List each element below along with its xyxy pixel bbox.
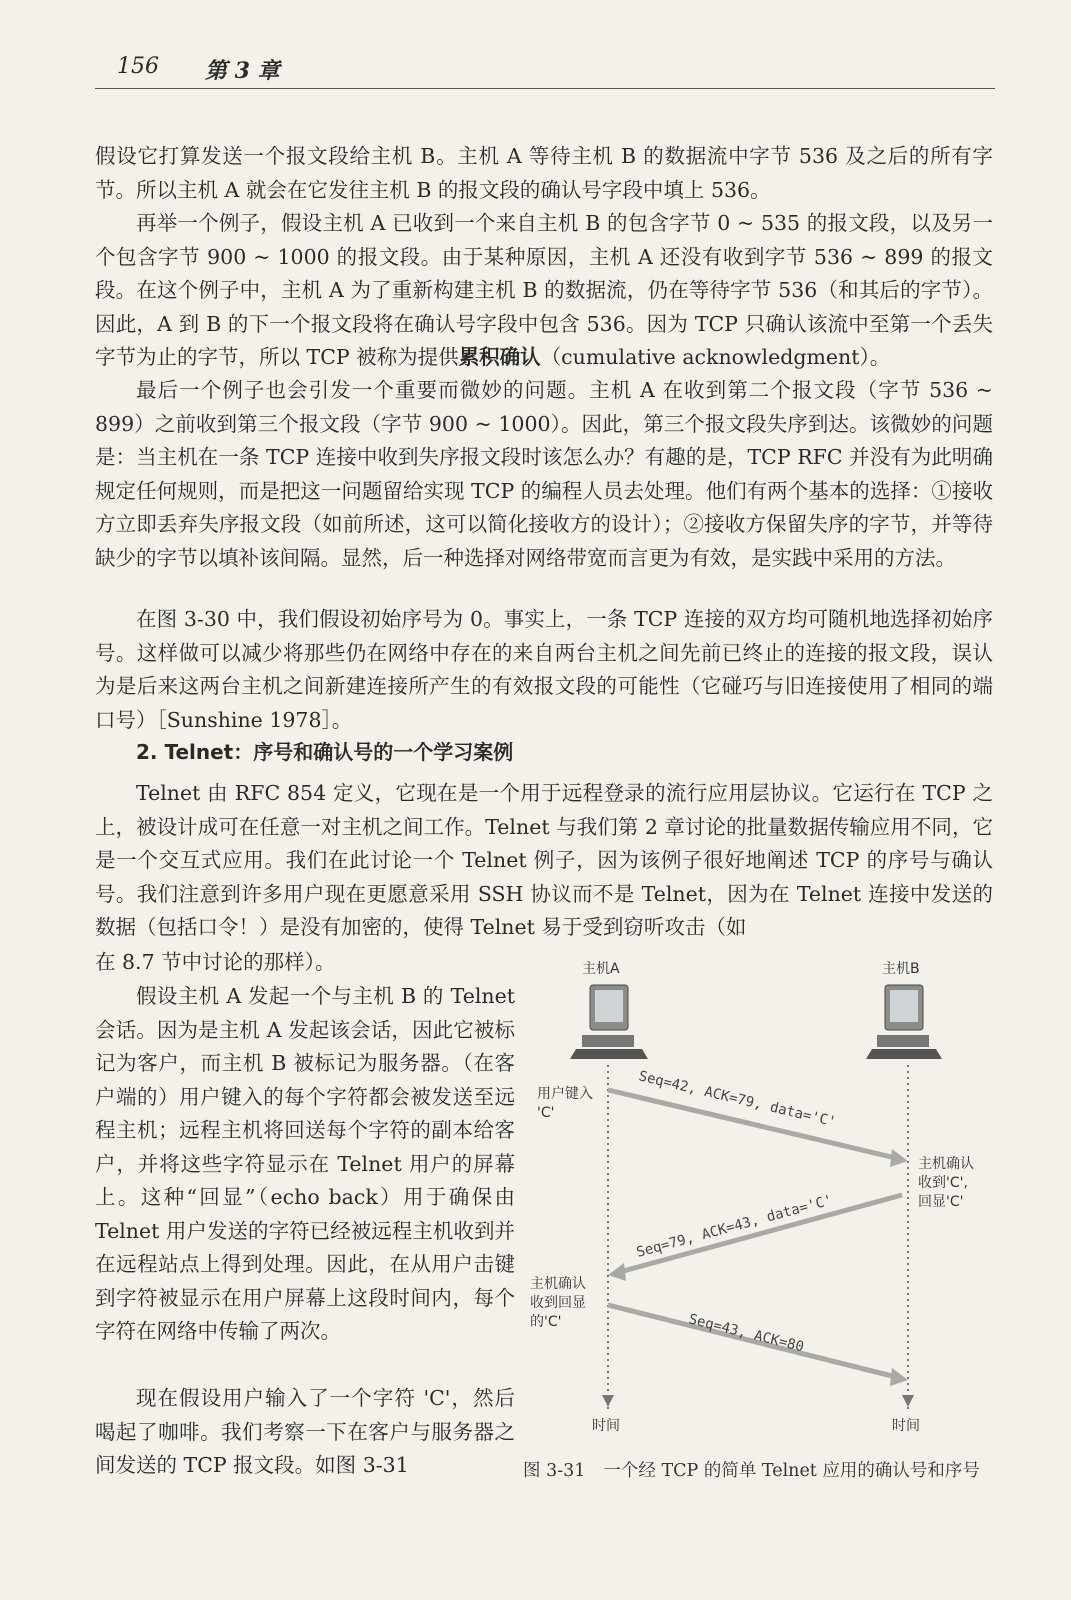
message-2-label: Seq=79, ACK=43, data='C' — [634, 1192, 835, 1261]
paragraph-1: 假设它打算发送一个报文段给主机 B。主机 A 等待主机 B 的数据流中字节 536 及之后的所有字节。所以主机 A 就会在它发往主机 B 的报文段的确认号字段中填上 536。 — [95, 144, 993, 202]
paragraph-5-end: 在 8.7 节中讨论的那样）。 — [95, 950, 336, 974]
host-a-note-line-3: 的'C' — [530, 1314, 562, 1330]
host-a-label: 主机A — [582, 961, 620, 977]
paragraph-6: 假设主机 A 发起一个与主机 B 的 Telnet 会话。因为是主机 A 发起该会话，因此它被标记为客户，而主机 B 被标记为服务器。（在客户端的）用户键入的每个字符都会被发送至远程主机；远程主机将回送每个字符的副本给客户，并将这些字符显示在 Telnet 用户的屏幕上。这种“回显”（echo back）用于确保由 Telnet 用户发送的字符已经被远程主机收到并在远程站点上得到处理。因此，在从用户击键到字符被显示在用户屏幕上这段时间内，每个字符在网络中传输了两次。 — [95, 984, 515, 1343]
message-1-label: Seq=42, ACK=79, data='C' — [637, 1068, 838, 1131]
message-1-arrowhead — [890, 1149, 908, 1167]
host-b-computer-icon — [866, 985, 942, 1059]
figure-number: 图 3-31 — [523, 1461, 586, 1481]
user-types-line-2: 'C' — [537, 1105, 555, 1121]
host-b-time-arrowhead — [902, 1395, 914, 1407]
host-b-note-line-1: 主机确认 — [918, 1156, 974, 1172]
paragraph-2-text: 再举一个例子，假设主机 A 已收到一个来自主机 B 的包含字节 0 ~ 535 的报文段，以及另一个包含字节 900 ~ 1000 的报文段。由于某种原因，主机 A 还没有收到字节 536 ~ 899 的报文段。在这个例子中，主机 A 为了重新构建主机 B 的数据流，仍在等待字节 536（和其后的字节）。因此，A 到 B 的下一个报文段将在确认号字段中包含 536。因为 TCP 只确认该流中至第一个丢失字节为止的字节，所以 TCP 被称为提供 — [95, 211, 993, 369]
host-a-computer-icon — [570, 985, 648, 1059]
paragraph-3: 最后一个例子也会引发一个重要而微妙的问题。主机 A 在收到第二个报文段（字节 536 ~ 899）之前收到第三个报文段（字节 900 ~ 1000）。因此，第三个报文段失序到达。该微妙的问题是：当主机在一条 TCP 连接中收到失序报文段时该怎么办？有趣的是，TCP RFC 并没有为此明确规定任何规则，而是把这一问题留给实现 TCP 的编程人员去处理。他们有两个基本的选择：①接收方立即丢弃失序报文段（如前所述，这可以简化接收方的设计）；②接收方保留失序的字节，并等待缺少的字节以填补该间隔。显然，后一种选择对网络带宽而言更为有效，是实践中采用的方法。 — [95, 378, 993, 570]
page-number: 156 — [117, 54, 159, 79]
chapter-label: 第 3 章 — [205, 58, 280, 84]
host-b-ack-note — [918, 1155, 974, 1212]
figure-caption — [523, 1457, 1003, 1482]
message-3-arrowhead — [890, 1368, 908, 1386]
section-subheading: 2. Telnet：序号和确认号的一个学习案例 — [136, 740, 514, 764]
host-a-note-line-1: 主机确认 — [530, 1276, 586, 1292]
host-b-note-line-3: 回显'C' — [918, 1194, 964, 1210]
figure-caption-text: 一个经 TCP 的简单 Telnet 应用的确认号和序号 — [603, 1461, 980, 1481]
figure-telnet-seq-ack — [530, 955, 1000, 1434]
user-types-note — [537, 1085, 593, 1123]
paragraph-2 — [95, 207, 993, 375]
host-b-time-label: 时间 — [892, 1418, 920, 1434]
message-2-arrow — [616, 1195, 902, 1273]
host-a-time-arrowhead — [602, 1395, 614, 1407]
message-2-arrowhead — [608, 1263, 626, 1281]
host-a-note-line-2: 收到回显 — [530, 1295, 586, 1311]
host-a-time-label: 时间 — [592, 1418, 620, 1434]
paragraph-7: 现在假设用户输入了一个字符 'C'，然后喝起了咖啡。我们考察一下在客户与服务器之间发送的 TCP 报文段。如图 3-31 — [95, 1386, 515, 1477]
host-b-note-line-2: 收到'C', — [918, 1175, 968, 1191]
host-b-label: 主机B — [882, 961, 920, 977]
paragraph-2-term-english: （cumulative acknowledgment）。 — [540, 345, 891, 369]
message-3-label: Seq=43, ACK=80 — [687, 1311, 806, 1356]
page-header — [95, 48, 995, 89]
paragraph-5: Telnet 由 RFC 854 定义，它现在是一个用于远程登录的流行应用层协议。它运行在 TCP 之上，被设计成可在任意一对主机之间工作。Telnet 与我们第 2 章讨论的批量数据传输应用不同，它是一个交互式应用。我们在此讨论一个 Telnet 例子，因为该例子很好地阐述 TCP 的序号与确认号。我们注意到许多用户现在更愿意采用 SSH 协议而不是 Telnet，因为在 Telnet 连接中发送的数据（包括口令！）是没有加密的，使得 Telnet 易于受到窃听攻击（如 — [95, 781, 993, 939]
paragraph-4: 在图 3-30 中，我们假设初始序号为 0。事实上，一条 TCP 连接的双方均可随机地选择初始序号。这样做可以减少将那些仍在网络中存在的来自两台主机之间先前已终止的连接的报文段，误认为是后来这两台主机之间新建连接所产生的有效报文段的可能性（它碰巧与旧连接使用了相同的端口号）［Sunshine 1978］。 — [95, 607, 993, 732]
host-a-ack-note — [530, 1275, 586, 1332]
user-types-line-1: 用户键入 — [537, 1086, 593, 1102]
term-cumulative-ack: 累积确认 — [458, 345, 541, 369]
